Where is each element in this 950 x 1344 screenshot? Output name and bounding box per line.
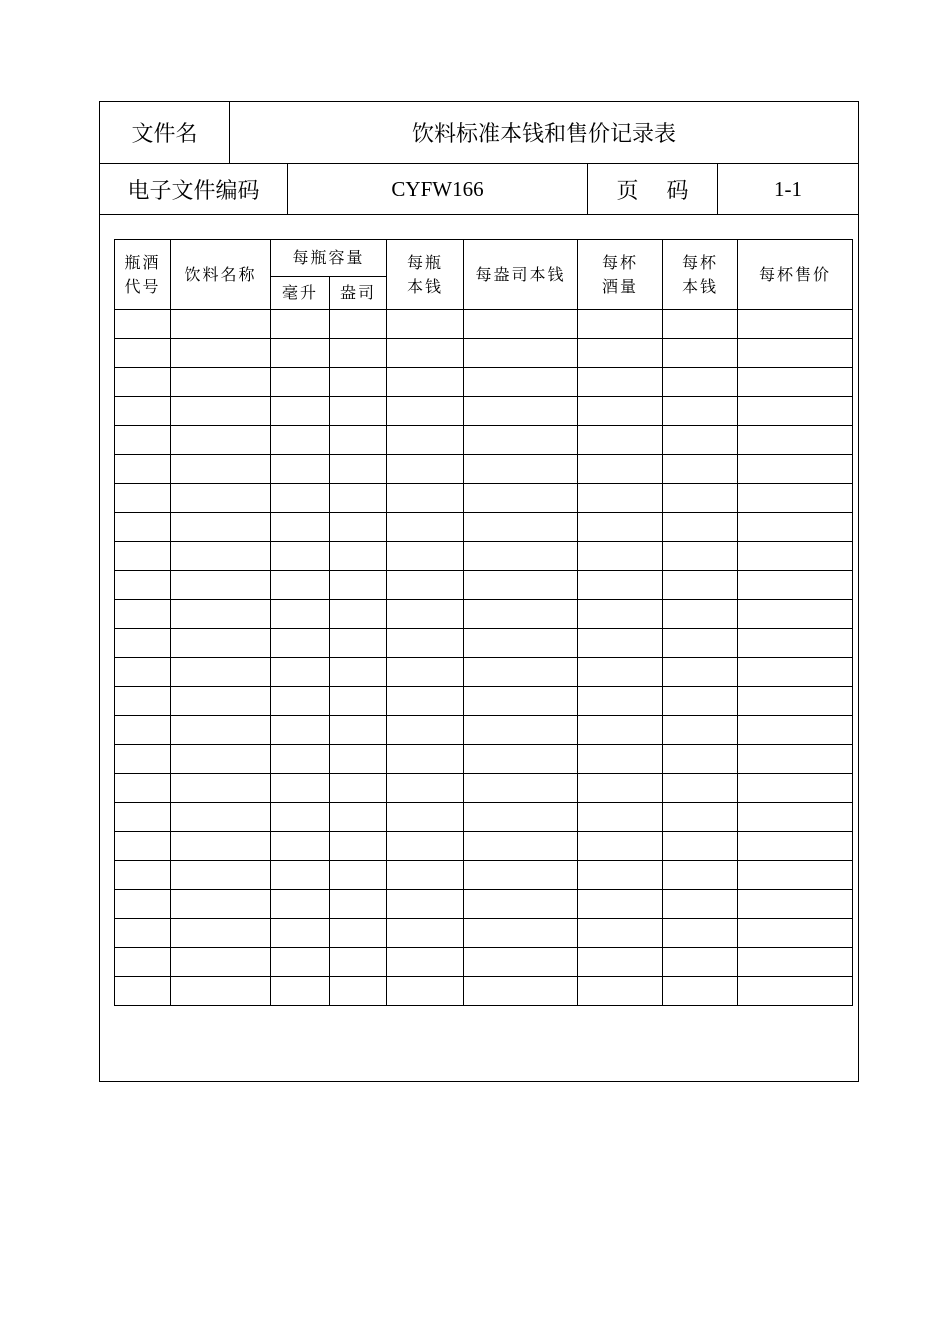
table-body <box>115 310 853 1006</box>
table-cell[interactable] <box>115 919 171 948</box>
table-cell[interactable] <box>738 774 853 803</box>
table-row <box>115 571 853 600</box>
table-cell[interactable] <box>330 687 387 716</box>
table-cell[interactable] <box>738 397 853 426</box>
table-cell[interactable] <box>464 774 578 803</box>
col-capacity-group: 每瓶容量 <box>271 240 387 277</box>
table-row <box>115 600 853 629</box>
table-cell[interactable] <box>330 977 387 1006</box>
table-cell[interactable] <box>330 832 387 861</box>
table-cell[interactable] <box>115 803 171 832</box>
table-cell[interactable] <box>387 977 464 1006</box>
table-cell[interactable] <box>271 861 330 890</box>
table-cell[interactable] <box>115 455 171 484</box>
table-cell[interactable] <box>115 426 171 455</box>
form-frame <box>99 101 859 1082</box>
table-cell[interactable] <box>663 832 738 861</box>
table-cell[interactable] <box>271 310 330 339</box>
table-cell[interactable] <box>464 803 578 832</box>
table-cell[interactable] <box>115 571 171 600</box>
table-cell[interactable] <box>578 803 663 832</box>
table-cell[interactable] <box>464 397 578 426</box>
table-cell[interactable] <box>738 977 853 1006</box>
table-cell[interactable] <box>464 629 578 658</box>
table-cell[interactable] <box>663 600 738 629</box>
table-cell[interactable] <box>387 339 464 368</box>
table-cell[interactable] <box>578 600 663 629</box>
table-cell[interactable] <box>171 832 271 861</box>
table-cell[interactable] <box>578 658 663 687</box>
document-title: 饮料标准本钱和售价记录表 <box>411 122 676 147</box>
table-cell[interactable] <box>738 484 853 513</box>
table-cell[interactable] <box>115 397 171 426</box>
col-drink-name: 饮料名称 <box>171 240 271 310</box>
table-cell[interactable] <box>171 977 271 1006</box>
table-cell[interactable] <box>738 600 853 629</box>
table-row <box>115 716 853 745</box>
table-cell[interactable] <box>663 426 738 455</box>
table-row <box>115 513 853 542</box>
table-cell[interactable] <box>271 919 330 948</box>
table-row <box>115 861 853 890</box>
table-cell[interactable] <box>171 426 271 455</box>
table-cell[interactable] <box>387 542 464 571</box>
table-cell[interactable] <box>578 426 663 455</box>
table-cell[interactable] <box>387 368 464 397</box>
table-cell[interactable] <box>387 716 464 745</box>
table-cell[interactable] <box>387 948 464 977</box>
file-code-value: CYFW166 <box>288 164 588 214</box>
cost-price-table <box>114 239 853 1006</box>
table-cell[interactable] <box>271 426 330 455</box>
table-cell[interactable] <box>171 687 271 716</box>
table-cell[interactable] <box>171 919 271 948</box>
table-cell[interactable] <box>738 890 853 919</box>
page-label: 页 码 <box>588 164 718 214</box>
file-code-label: 电子文件编码 <box>100 164 288 214</box>
table-cell[interactable] <box>115 716 171 745</box>
table-cell[interactable] <box>271 774 330 803</box>
table-row <box>115 542 853 571</box>
col-bottle-cost: 每瓶本钱 <box>387 240 464 310</box>
table-cell[interactable] <box>464 600 578 629</box>
table-cell[interactable] <box>115 368 171 397</box>
table-cell[interactable] <box>271 542 330 571</box>
table-cell[interactable] <box>464 455 578 484</box>
file-name-label: 文件名 <box>100 102 230 163</box>
table-cell[interactable] <box>387 426 464 455</box>
table-cell[interactable] <box>738 426 853 455</box>
table-cell[interactable] <box>387 397 464 426</box>
table-cell[interactable] <box>115 687 171 716</box>
table-cell[interactable] <box>330 948 387 977</box>
table-cell[interactable] <box>330 745 387 774</box>
table-cell[interactable] <box>171 600 271 629</box>
table-cell[interactable] <box>387 658 464 687</box>
table-cell[interactable] <box>464 687 578 716</box>
table-cell[interactable] <box>578 513 663 542</box>
col-glass-cost: 每杯本钱 <box>663 240 738 310</box>
table-row <box>115 832 853 861</box>
table-cell[interactable] <box>578 716 663 745</box>
table-cell[interactable] <box>171 368 271 397</box>
table-cell[interactable] <box>115 977 171 1006</box>
table-cell[interactable] <box>663 919 738 948</box>
table-cell[interactable] <box>578 571 663 600</box>
table-cell[interactable] <box>464 861 578 890</box>
table-cell[interactable] <box>738 687 853 716</box>
table-cell[interactable] <box>271 455 330 484</box>
table-cell[interactable] <box>738 513 853 542</box>
table-cell[interactable] <box>387 455 464 484</box>
table-cell[interactable] <box>663 455 738 484</box>
table-cell[interactable] <box>330 542 387 571</box>
table-row <box>115 745 853 774</box>
table-cell[interactable] <box>387 600 464 629</box>
table-cell[interactable] <box>578 339 663 368</box>
table-cell[interactable] <box>171 890 271 919</box>
table-cell[interactable] <box>330 600 387 629</box>
table-cell[interactable] <box>663 890 738 919</box>
table-row <box>115 426 853 455</box>
table-cell[interactable] <box>330 658 387 687</box>
table-cell[interactable] <box>464 745 578 774</box>
col-ounce-cost: 每盎司本钱 <box>464 240 578 310</box>
table-cell[interactable] <box>271 832 330 861</box>
table-cell[interactable] <box>578 368 663 397</box>
table-row <box>115 629 853 658</box>
table-cell[interactable] <box>387 484 464 513</box>
table-cell[interactable] <box>738 832 853 861</box>
table-cell[interactable] <box>464 426 578 455</box>
table-cell[interactable] <box>271 890 330 919</box>
table-cell[interactable] <box>738 629 853 658</box>
col-ml: 毫升 <box>271 277 330 310</box>
table-cell[interactable] <box>464 368 578 397</box>
table-cell[interactable] <box>330 919 387 948</box>
table-cell[interactable] <box>387 687 464 716</box>
table-cell[interactable] <box>330 890 387 919</box>
col-glass-volume: 每杯酒量 <box>578 240 663 310</box>
table-cell[interactable] <box>738 310 853 339</box>
table-cell[interactable] <box>738 339 853 368</box>
table-cell[interactable] <box>115 832 171 861</box>
table-cell[interactable] <box>115 484 171 513</box>
table-cell[interactable] <box>663 745 738 774</box>
table-cell[interactable] <box>464 716 578 745</box>
table-cell[interactable] <box>387 745 464 774</box>
table-cell[interactable] <box>387 571 464 600</box>
table-cell[interactable] <box>171 310 271 339</box>
table-cell[interactable] <box>663 339 738 368</box>
col-glass-price: 每杯售价 <box>738 240 853 310</box>
table-cell[interactable] <box>171 513 271 542</box>
table-cell[interactable] <box>578 745 663 774</box>
table-cell[interactable] <box>171 397 271 426</box>
table-row <box>115 774 853 803</box>
table-cell[interactable] <box>330 774 387 803</box>
table-cell[interactable] <box>387 861 464 890</box>
table-cell[interactable] <box>663 716 738 745</box>
table-cell[interactable] <box>271 687 330 716</box>
table-cell[interactable] <box>578 832 663 861</box>
table-cell[interactable] <box>271 977 330 1006</box>
table-cell[interactable] <box>464 571 578 600</box>
table-cell[interactable] <box>663 629 738 658</box>
table-cell[interactable] <box>663 310 738 339</box>
table-cell[interactable] <box>330 310 387 339</box>
table-row <box>115 484 853 513</box>
table-cell[interactable] <box>578 629 663 658</box>
table-row <box>115 890 853 919</box>
table-cell[interactable] <box>663 774 738 803</box>
header-row-title <box>100 102 858 164</box>
table-cell[interactable] <box>330 484 387 513</box>
table-row <box>115 977 853 1006</box>
table-cell[interactable] <box>115 542 171 571</box>
table-row <box>115 658 853 687</box>
table-cell[interactable] <box>387 774 464 803</box>
table-row <box>115 687 853 716</box>
table-cell[interactable] <box>464 339 578 368</box>
table-cell[interactable] <box>171 716 271 745</box>
table-cell[interactable] <box>738 716 853 745</box>
table-cell[interactable] <box>387 832 464 861</box>
table-cell[interactable] <box>387 803 464 832</box>
table-cell[interactable] <box>330 716 387 745</box>
header-row-meta <box>100 164 858 215</box>
table-cell[interactable] <box>330 368 387 397</box>
table-cell[interactable] <box>115 658 171 687</box>
table-cell[interactable] <box>330 861 387 890</box>
table-cell[interactable] <box>271 397 330 426</box>
table-cell[interactable] <box>271 948 330 977</box>
table-cell[interactable] <box>171 948 271 977</box>
table-cell[interactable] <box>171 339 271 368</box>
table-cell[interactable] <box>115 890 171 919</box>
col-ounce: 盎司 <box>330 277 387 310</box>
table-cell[interactable] <box>271 571 330 600</box>
table-cell[interactable] <box>330 397 387 426</box>
table-cell[interactable] <box>578 455 663 484</box>
table-cell[interactable] <box>271 629 330 658</box>
table-cell[interactable] <box>171 803 271 832</box>
table-cell[interactable] <box>330 455 387 484</box>
table-cell[interactable] <box>738 745 853 774</box>
table-cell[interactable] <box>578 484 663 513</box>
table-cell[interactable] <box>663 571 738 600</box>
table-row <box>115 339 853 368</box>
table-cell[interactable] <box>171 658 271 687</box>
table-cell[interactable] <box>271 484 330 513</box>
table-cell[interactable] <box>115 310 171 339</box>
table-cell[interactable] <box>464 542 578 571</box>
table-cell[interactable] <box>271 339 330 368</box>
table-cell[interactable] <box>271 600 330 629</box>
table-cell[interactable] <box>578 861 663 890</box>
table-cell[interactable] <box>115 600 171 629</box>
table-cell[interactable] <box>578 890 663 919</box>
table-cell[interactable] <box>387 629 464 658</box>
table-row <box>115 803 853 832</box>
table-cell[interactable] <box>578 310 663 339</box>
table-cell[interactable] <box>330 571 387 600</box>
table-cell[interactable] <box>171 629 271 658</box>
table-cell[interactable] <box>330 339 387 368</box>
table-row <box>115 310 853 339</box>
table-cell[interactable] <box>738 948 853 977</box>
table-cell[interactable] <box>115 629 171 658</box>
table-cell[interactable] <box>115 339 171 368</box>
table-cell[interactable] <box>115 745 171 774</box>
table-cell[interactable] <box>271 716 330 745</box>
table-cell[interactable] <box>578 948 663 977</box>
table-cell[interactable] <box>464 658 578 687</box>
table-cell[interactable] <box>663 803 738 832</box>
table-cell[interactable] <box>271 513 330 542</box>
table-row <box>115 368 853 397</box>
table-cell[interactable] <box>330 803 387 832</box>
table-cell[interactable] <box>171 542 271 571</box>
table-cell[interactable] <box>271 368 330 397</box>
page-value: 1-1 <box>774 176 802 201</box>
table-cell[interactable] <box>171 861 271 890</box>
table-cell[interactable] <box>578 687 663 716</box>
table-cell[interactable] <box>663 513 738 542</box>
table-cell[interactable] <box>171 484 271 513</box>
table-cell[interactable] <box>171 774 271 803</box>
table-cell[interactable] <box>663 861 738 890</box>
table-cell[interactable] <box>387 513 464 542</box>
table-cell[interactable] <box>271 658 330 687</box>
table-cell[interactable] <box>464 484 578 513</box>
table-cell[interactable] <box>578 542 663 571</box>
table-cell[interactable] <box>578 977 663 1006</box>
table-cell[interactable] <box>271 745 330 774</box>
table-cell[interactable] <box>464 977 578 1006</box>
table-cell[interactable] <box>663 484 738 513</box>
table-cell[interactable] <box>464 513 578 542</box>
table-cell[interactable] <box>738 571 853 600</box>
table-cell[interactable] <box>663 948 738 977</box>
table-cell[interactable] <box>464 310 578 339</box>
table-cell[interactable] <box>663 397 738 426</box>
table-cell[interactable] <box>738 658 853 687</box>
table-cell[interactable] <box>663 687 738 716</box>
table-cell[interactable] <box>115 513 171 542</box>
table-row <box>115 397 853 426</box>
table-cell[interactable] <box>738 919 853 948</box>
table-cell[interactable] <box>171 571 271 600</box>
table-cell[interactable] <box>663 658 738 687</box>
table-cell[interactable] <box>738 455 853 484</box>
table-row <box>115 919 853 948</box>
table-cell[interactable] <box>171 745 271 774</box>
table-cell[interactable] <box>578 919 663 948</box>
table-cell[interactable] <box>271 803 330 832</box>
table-cell[interactable] <box>115 861 171 890</box>
table-cell[interactable] <box>738 542 853 571</box>
table-cell[interactable] <box>115 948 171 977</box>
table-cell[interactable] <box>387 310 464 339</box>
table-cell[interactable] <box>330 629 387 658</box>
table-cell[interactable] <box>464 919 578 948</box>
table-cell[interactable] <box>578 397 663 426</box>
table-cell[interactable] <box>663 542 738 571</box>
table-cell[interactable] <box>738 368 853 397</box>
table-cell[interactable] <box>578 774 663 803</box>
table-cell[interactable] <box>663 977 738 1006</box>
table-row <box>115 455 853 484</box>
table-cell[interactable] <box>464 948 578 977</box>
col-bottle-code: 瓶酒代号 <box>115 240 171 310</box>
table-cell[interactable] <box>115 774 171 803</box>
table-cell[interactable] <box>387 890 464 919</box>
table-cell[interactable] <box>738 803 853 832</box>
table-cell[interactable] <box>330 513 387 542</box>
table-cell[interactable] <box>464 832 578 861</box>
table-cell[interactable] <box>330 426 387 455</box>
table-cell[interactable] <box>738 861 853 890</box>
table-cell[interactable] <box>387 919 464 948</box>
table-cell[interactable] <box>171 455 271 484</box>
table-cell[interactable] <box>464 890 578 919</box>
table-cell[interactable] <box>663 368 738 397</box>
table-row <box>115 948 853 977</box>
